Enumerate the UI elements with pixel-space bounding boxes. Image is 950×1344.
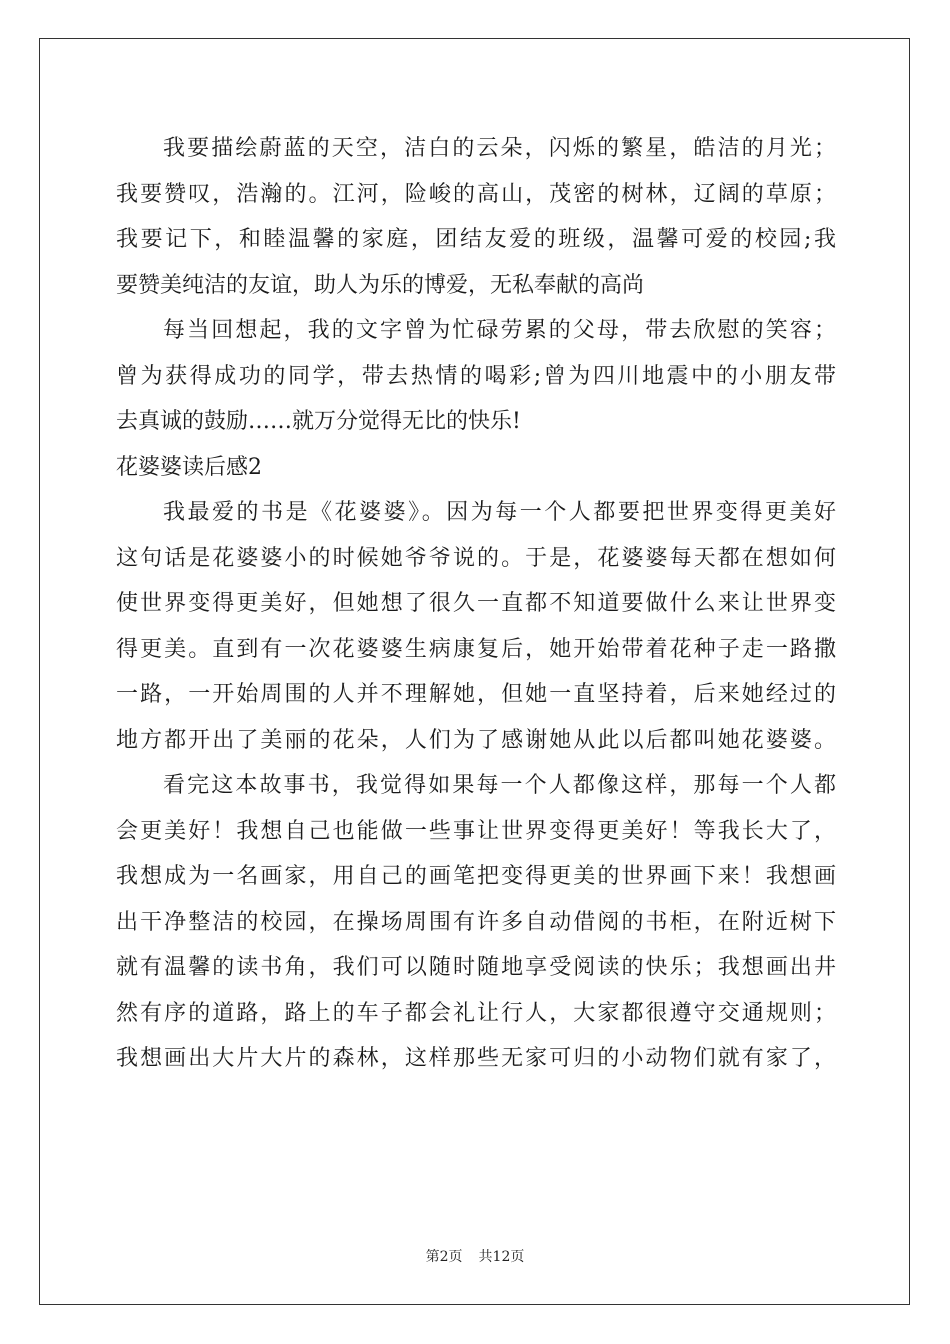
text-line: 我想画出大片大片的森林，这样那些无家可归的小动物们就有家了，: [116, 1046, 836, 1071]
text-line: 每当回想起，我的文字曾为忙碌劳累的父母，带去欣慰的笑容；: [163, 318, 836, 343]
text-line: 要赞美纯洁的友谊，助人为乐的博爱，无私奉献的高尚: [116, 272, 645, 298]
page-number: 第2页: [425, 1249, 463, 1265]
text-line: 就有温馨的读书角，我们可以随时随地享受阅读的快乐；我想画出井: [116, 955, 836, 980]
text-line: 我要描绘蔚蓝的天空，洁白的云朵，闪烁的繁星，皓洁的月光；: [163, 136, 836, 161]
text-line: 使世界变得更美好，但她想了很久一直都不知道要做什么来让世界变: [116, 591, 836, 616]
text-line: 然有序的道路，路上的车子都会礼让行人，大家都很遵守交通规则；: [116, 1000, 836, 1026]
text-line: 看完这本故事书，我觉得如果每一个人都像这样，那每一个人都: [163, 773, 836, 798]
section-heading: 花婆婆读后感2: [116, 454, 262, 480]
text-line: 会更美好！我想自己也能做一些事让世界变得更美好！等我长大了，: [116, 818, 836, 844]
text-line: 这句话是花婆婆小的时候她爷爷说的。于是，花婆婆每天都在想如何: [116, 545, 836, 571]
text-line: 去真诚的鼓励……就万分觉得无比的快乐!: [116, 409, 521, 434]
text-line: 出干净整洁的校园，在操场周围有许多自动借阅的书柜，在附近树下: [116, 909, 836, 935]
page-total: 共12页: [478, 1249, 525, 1265]
document-body: [116, 126, 836, 1082]
text-line: 一路，一开始周围的人并不理解她，但她一直坚持着，后来她经过的: [116, 682, 836, 707]
text-line: 我想成为一名画家，用自己的画笔把变得更美的世界画下来！我想画: [116, 864, 836, 889]
text-line: 地方都开出了美丽的花朵，人们为了感谢她从此以后都叫她花婆婆。: [116, 727, 836, 753]
text-line: 得更美。直到有一次花婆婆生病康复后，她开始带着花种子走一路撒: [116, 636, 836, 662]
text-line: 我要记下，和睦温馨的家庭，团结友爱的班级，温馨可爱的校园;我: [116, 227, 836, 252]
text-line: 曾为获得成功的同学，带去热情的喝彩;曾为四川地震中的小朋友带: [116, 363, 836, 389]
text-line: 我最爱的书是《花婆婆》。因为每一个人都要把世界变得更美好: [163, 500, 836, 525]
page-footer: [0, 1246, 950, 1266]
text-line: 我要赞叹，浩瀚的。江河，险峻的高山，茂密的树林，辽阔的草原；: [116, 181, 836, 207]
